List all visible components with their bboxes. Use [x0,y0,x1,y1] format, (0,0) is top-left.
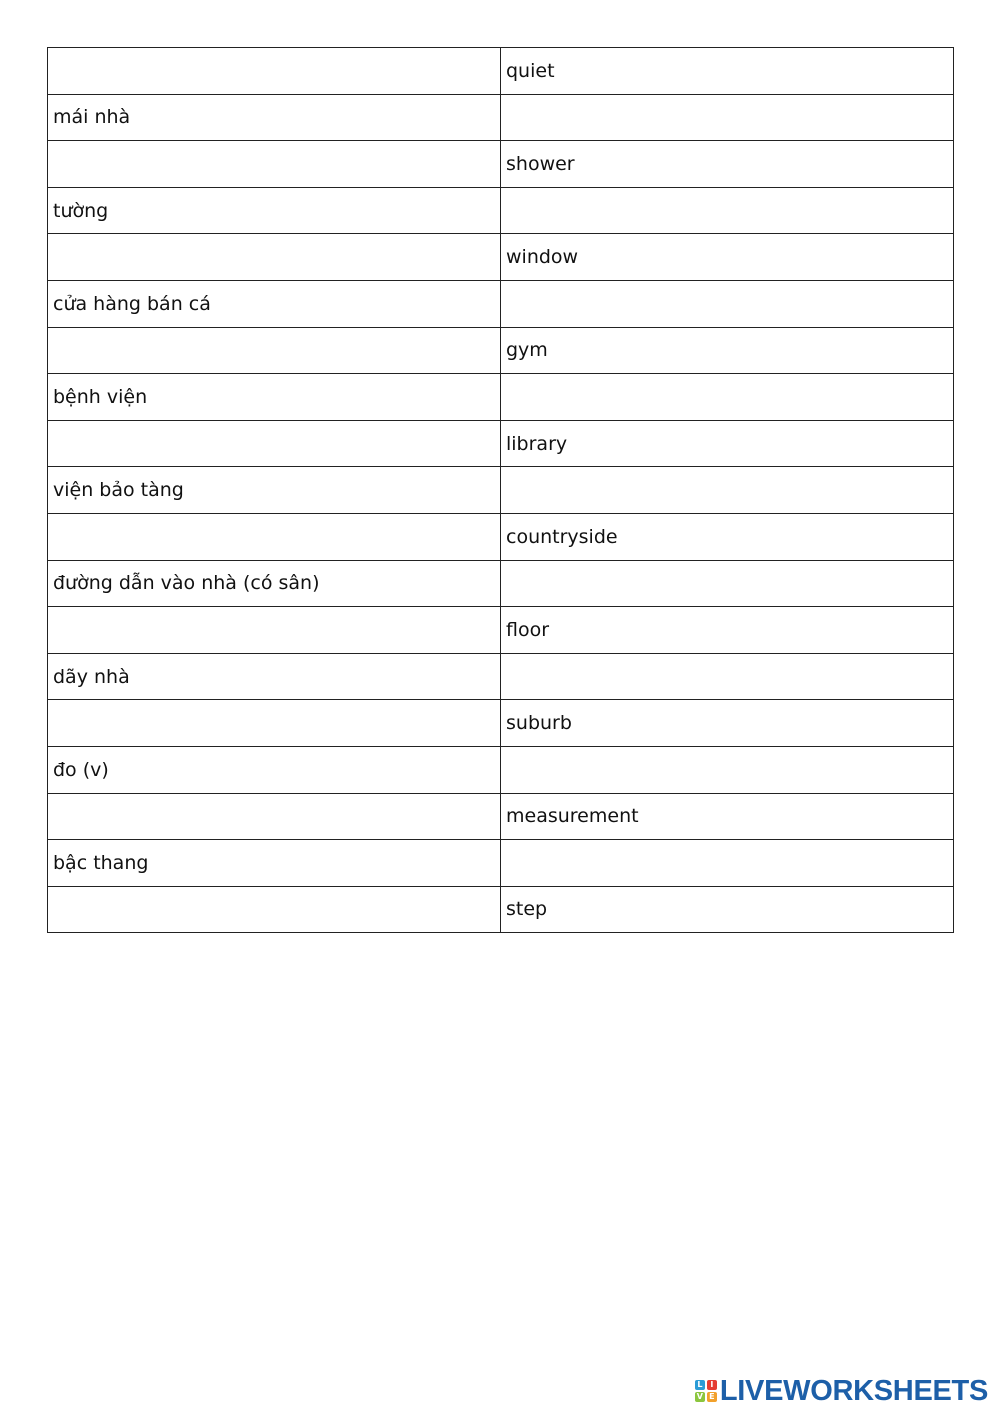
english-cell: window [501,234,954,281]
vietnamese-cell: bệnh viện [48,374,501,421]
table-row [48,420,954,467]
table-row [48,141,954,188]
table-row [48,746,954,793]
vietnamese-cell [48,48,501,95]
english-cell [501,94,954,141]
table-row [48,840,954,887]
vietnamese-cell [48,700,501,747]
english-cell [501,746,954,793]
vietnamese-cell [48,327,501,374]
english-cell: countryside [501,513,954,560]
table-row [48,280,954,327]
table-row [48,700,954,747]
logo-square: L [695,1380,705,1390]
table-row [48,560,954,607]
english-cell [501,280,954,327]
english-cell: gym [501,327,954,374]
english-cell: floor [501,607,954,654]
english-cell: suburb [501,700,954,747]
english-cell: library [501,420,954,467]
table-row [48,886,954,933]
logo-square: V [696,1392,703,1401]
table-row [48,513,954,560]
vietnamese-cell: đường dẫn vào nhà (có sân) [48,560,501,607]
english-cell [501,653,954,700]
english-cell: measurement [501,793,954,840]
vietnamese-cell [48,793,501,840]
table-row [48,327,954,374]
vietnamese-cell: bậc thang [48,840,501,887]
vietnamese-cell: viện bảo tàng [48,467,501,514]
vietnamese-cell: cửa hàng bán cá [48,280,501,327]
logo-square: E [707,1392,717,1402]
table-row [48,607,954,654]
table-row [48,374,954,421]
vietnamese-cell [48,886,501,933]
english-cell: step [501,886,954,933]
english-cell: shower [501,141,954,188]
vietnamese-cell: mái nhà [48,94,501,141]
vietnamese-cell [48,234,501,281]
liveworksheets-logo [695,1376,988,1406]
vietnamese-cell [48,513,501,560]
table-row [48,48,954,95]
vietnamese-cell [48,420,501,467]
english-cell [501,840,954,887]
table-row [48,234,954,281]
vietnamese-cell [48,607,501,654]
vietnamese-cell [48,141,501,188]
table-row [48,94,954,141]
english-cell [501,374,954,421]
vocabulary-table [47,47,954,933]
table-row [48,187,954,234]
logo-mark-icon [695,1380,717,1402]
logo-square: I [707,1380,717,1390]
table-row [48,653,954,700]
table-row [48,793,954,840]
english-cell: quiet [501,48,954,95]
table-row [48,467,954,514]
logo-wordmark: LIVEWORKSHEETS [719,1375,988,1407]
english-cell [501,187,954,234]
vietnamese-cell: tường [48,187,501,234]
english-cell [501,560,954,607]
vietnamese-cell: đo (v) [48,746,501,793]
vietnamese-cell: dãy nhà [48,653,501,700]
english-cell [501,467,954,514]
